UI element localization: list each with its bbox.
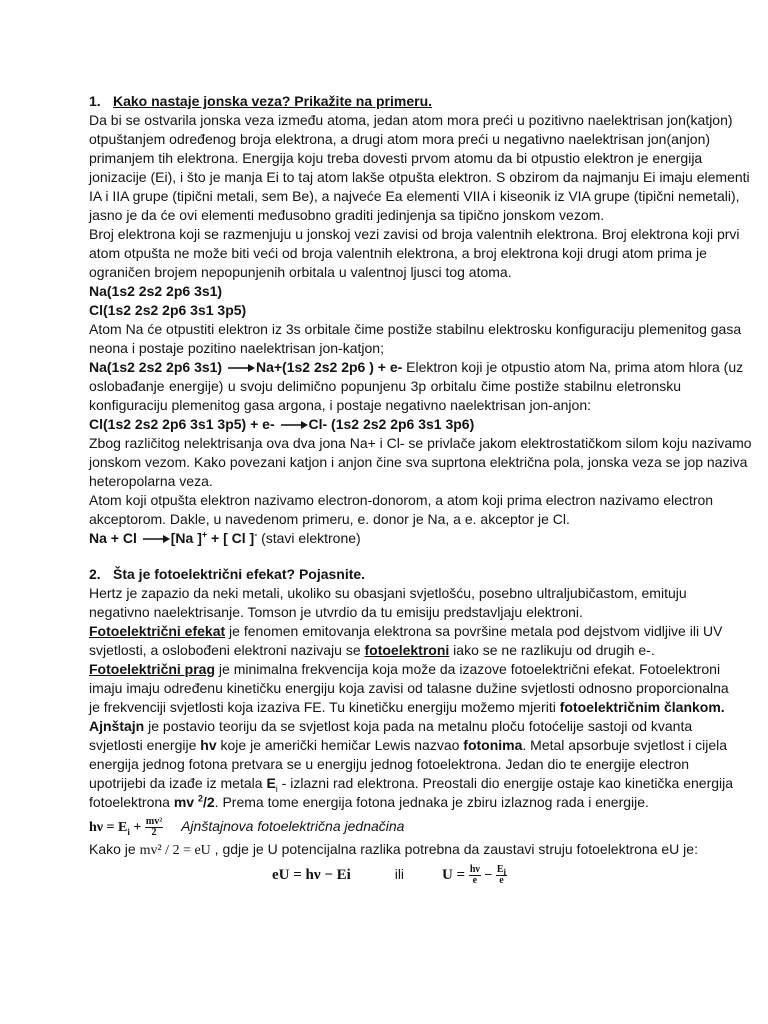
superscript: + [201,529,208,540]
superscript: 2 [197,793,203,804]
paragraph-line: otpuštanjem određenog broja elektrona, a drugi atom mora preći u negativno naelektrisan jon(anjon) [89,131,711,147]
symbol-mv: mv [173,794,198,810]
paragraph-line: Zbog različitog nelektrisanja ova dva jona Na+ i Cl- se privlače jakom elektrostatičkom silom koju nazivamo [89,435,752,451]
na-ionization-equation [89,358,744,377]
paragraph-line [89,717,693,736]
term-fotoelektroni: fotoelektroni [364,642,450,658]
symbol-e: E [496,863,504,875]
nacl-equation [89,529,681,548]
q2-title: Šta je fotoelektrični efekat? Pojasnite. [113,566,366,582]
paragraph-line: Hertz je zapazio da neki metali, ukoliko su obasjani svjetlošću, posebno ultraljubičastom, emituju [89,585,687,601]
eq1-right: Na+(1s2 2s2 2p6 ) + e- [255,359,403,375]
paragraph-line: neona i postaje pozitino naelektrisan jon-katjon; [89,340,384,356]
reaction-arrow-icon [279,420,309,430]
paragraph-line: energija jednog fotona pretvara se u energiju jednog fotoelektrona. Jedan dio te energije electron [89,756,690,772]
text-span: fotoelektrona [89,794,174,810]
fraction-denominator: e [472,874,478,886]
paragraph-line: ograničen brojem nepopunjenih orbitala u valentnoj ljusci tog atoma. [89,264,512,280]
paragraph-line [89,660,721,679]
text-span: , gdje je U potencijalna razlika potrebna da zaustavi struju fotoelektrona eU je: [210,841,698,857]
symbol-half: /2 [202,794,215,810]
text-span: svjetlosti, a oslobođeni elektroni nazivaju se [89,642,365,658]
paragraph-line: jonizacije (Ei), i što je manja Ei to taj atom lakše otpušta elektron. S obzirom da najmanju Ei imaju elementi [89,169,750,185]
fraction-denominator: e [499,874,504,886]
text-span: Kako je [89,841,140,857]
eq1-left: Na(1s2 2s2 2p6 3s1) [89,359,223,375]
stopping-potential-equations [89,859,681,889]
eq2-right: Cl- (1s2 2s2 2p6 3s1 3p6) [308,416,475,432]
text-span: upotrijebi da izađe iz metala [89,775,267,791]
paragraph-line: heteropolarna veza. [89,473,213,489]
paragraph-line [89,622,723,641]
symbol-e: E [266,775,276,791]
equation-u-lhs: U = [441,867,469,883]
paragraph-line [89,774,734,794]
reaction-arrow-icon [141,534,171,544]
text-span: je fenomen emitovanja elektrona sa površine metala pod dejstvom vidljive ili UV [225,623,723,639]
na-configuration: Na(1s2 2s2 2p6 3s1) [89,283,223,299]
document-content [89,92,752,889]
term-fotoelektricni-clanak: fotoelektričnim člankom. [559,699,725,715]
paragraph-line [89,641,681,660]
q1-heading [89,92,681,111]
paragraph-line: jonskom vezom. Kako povezani katjon i anjon čine sva suprtona električna pola, jonska veza se jop naziva [89,454,748,470]
paragraph-line: negativno naelektrisanje. Tomson je utvrdio da tu emisiju predstavljaju elektroni. [89,604,583,620]
subscript: i [503,866,507,877]
fraction-denominator: 2 [151,826,157,838]
paragraph-line: IA i IIA grupe (tipični metali, sem Be), a najveće Ea elementi VIIA i kiseonik iz VIA grupe (tipični nemetali), [89,188,740,204]
paragraph-line: atom otpušta ne može biti veći od broja valentnih elektrona, a broj elektrona koji drugi atom prima je [89,245,707,261]
q2-number: 2. [89,566,101,582]
q1-number: 1. [89,93,101,109]
text-span: koje je američki hemičar Lewis nazvao [216,737,464,753]
paragraph-line: jasno je da će ovi elementi međusobno graditi jedinjenja sa tipično jonskom vezom. [89,207,605,223]
paragraph-line: Da bi se ostvarila jonska veza između atoma, jedan atom mora preći u pozitivno naelektrisan jon(katjon) [89,112,733,128]
term-fotoelektricni-efekat: Fotoelektrični efekat [89,623,226,639]
superscript: - [254,529,258,540]
fraction-numerator: mv² [145,815,163,827]
cl-ionization-equation [89,415,681,434]
eq3-note: (stavi elektrone) [257,530,361,546]
eq3-right: [Na ] [170,530,202,546]
fraction-numerator: hν [469,863,480,875]
term-fotoelektricni-prag: Fotoelektrični prag [89,661,216,677]
text-span: je minimalna frekvencija koja može da izazove fotoelektrični efekat. Fotoelektroni [215,661,721,677]
equation-caption: Ajnštajnova fotoelektrična jednačina [181,818,405,834]
paragraph-line [89,736,728,755]
formula-lhs: hν = E [89,820,128,835]
eq1-text: Elektron koji je otpustio atom Na, prima atom hlora (uz [402,359,744,375]
paragraph-line: akceptorom. Dakle, u navedenom primeru, e. donor je Na, a e. akceptor je Cl. [89,511,570,527]
cl-configuration: Cl(1s2 2s2 2p6 3s1 3p5) [89,302,247,318]
q1-title: Kako nastaje jonska veza? Prikažite na primeru. [113,93,433,109]
paragraph-line [89,698,725,717]
conjunction-ili: ili [394,866,405,882]
minus-sign: − [480,868,496,883]
text-span: je frekvenciji svjetlosti koja izaziva FE. Tu kinetičku energiju možemo mjeriti [89,699,560,715]
paragraph-line: Atom Na će otpustiti elektron iz 3s orbitale čime postiže stabilnu elektrosku konfiguraciju plemenitog gasa [89,321,742,337]
paragraph-line: primanjem tih elektrona. Energija koju treba dovesti prvom atomu da bi otpustio elektron je energija [89,150,703,166]
fraction [145,817,163,838]
text-span: . Prema tome energija fotona jednaka je zbiru izlaznog rada i energije. [214,794,649,810]
text-span: iako se ne razlikuju od drugih e-. [449,642,655,658]
paragraph-line: Broj elektrona koji se razmenjuju u jonskoj vezi zavisi od broja valentnih elektrona. Broj elektrona koji prvi [89,226,740,242]
eq3-left: Na + Cl [89,530,137,546]
text-span: svjetlosti energije [89,737,201,753]
term-ajnstajn: Ajnštajn [89,718,145,734]
text-span: - izlazni rad elektrona. Preostali dio energije ostaje kao kinetička energija [277,775,734,791]
paragraph-line: oslobađanje energije) u svoju delimično popunjenu 3p orbitalu čime postiže stabilnu eletronsku [89,378,681,394]
paragraph-line [89,793,681,812]
fraction [469,865,481,886]
q2-heading [89,565,681,584]
subscript: i [275,783,278,794]
text-span: . Metal apsorbuje svjetlost i cijela [522,737,728,753]
subscript: i [127,826,130,837]
paragraph-line [89,840,698,859]
term-fotoni: fotonima [463,737,523,753]
reaction-arrow-icon [226,363,256,373]
term-hv: hv [200,737,217,753]
eq3-mid: + [ Cl ] [207,530,255,546]
inline-math: mv² / 2 = eU [139,843,211,858]
paragraph-line: Atom koji otpušta elektron nazivamo electron-donorom, a atom koji prima electron nazivamo electron [89,492,714,508]
fraction [496,865,507,886]
text-span: je postavio teoriju da se svjetlost koja pada na metalnu ploču fotoćelije sastoji od kvanta [144,718,693,734]
paragraph-line: konfiguraciju plemenitog gasa argona, i postaje negativno naelektrisan jon-anjon: [89,397,591,413]
eq2-left: Cl(1s2 2s2 2p6 3s1 3p5) + e- [89,416,275,432]
equation-eu: eU = hν − Ei [272,867,351,883]
einstein-equation [89,812,681,840]
formula-plus: + [129,820,145,835]
paragraph-line: imaju imaju određenu kinetičku energiju koja zavisi od talasne dužine svjetlosti odnosno proporcionalna [89,680,729,696]
